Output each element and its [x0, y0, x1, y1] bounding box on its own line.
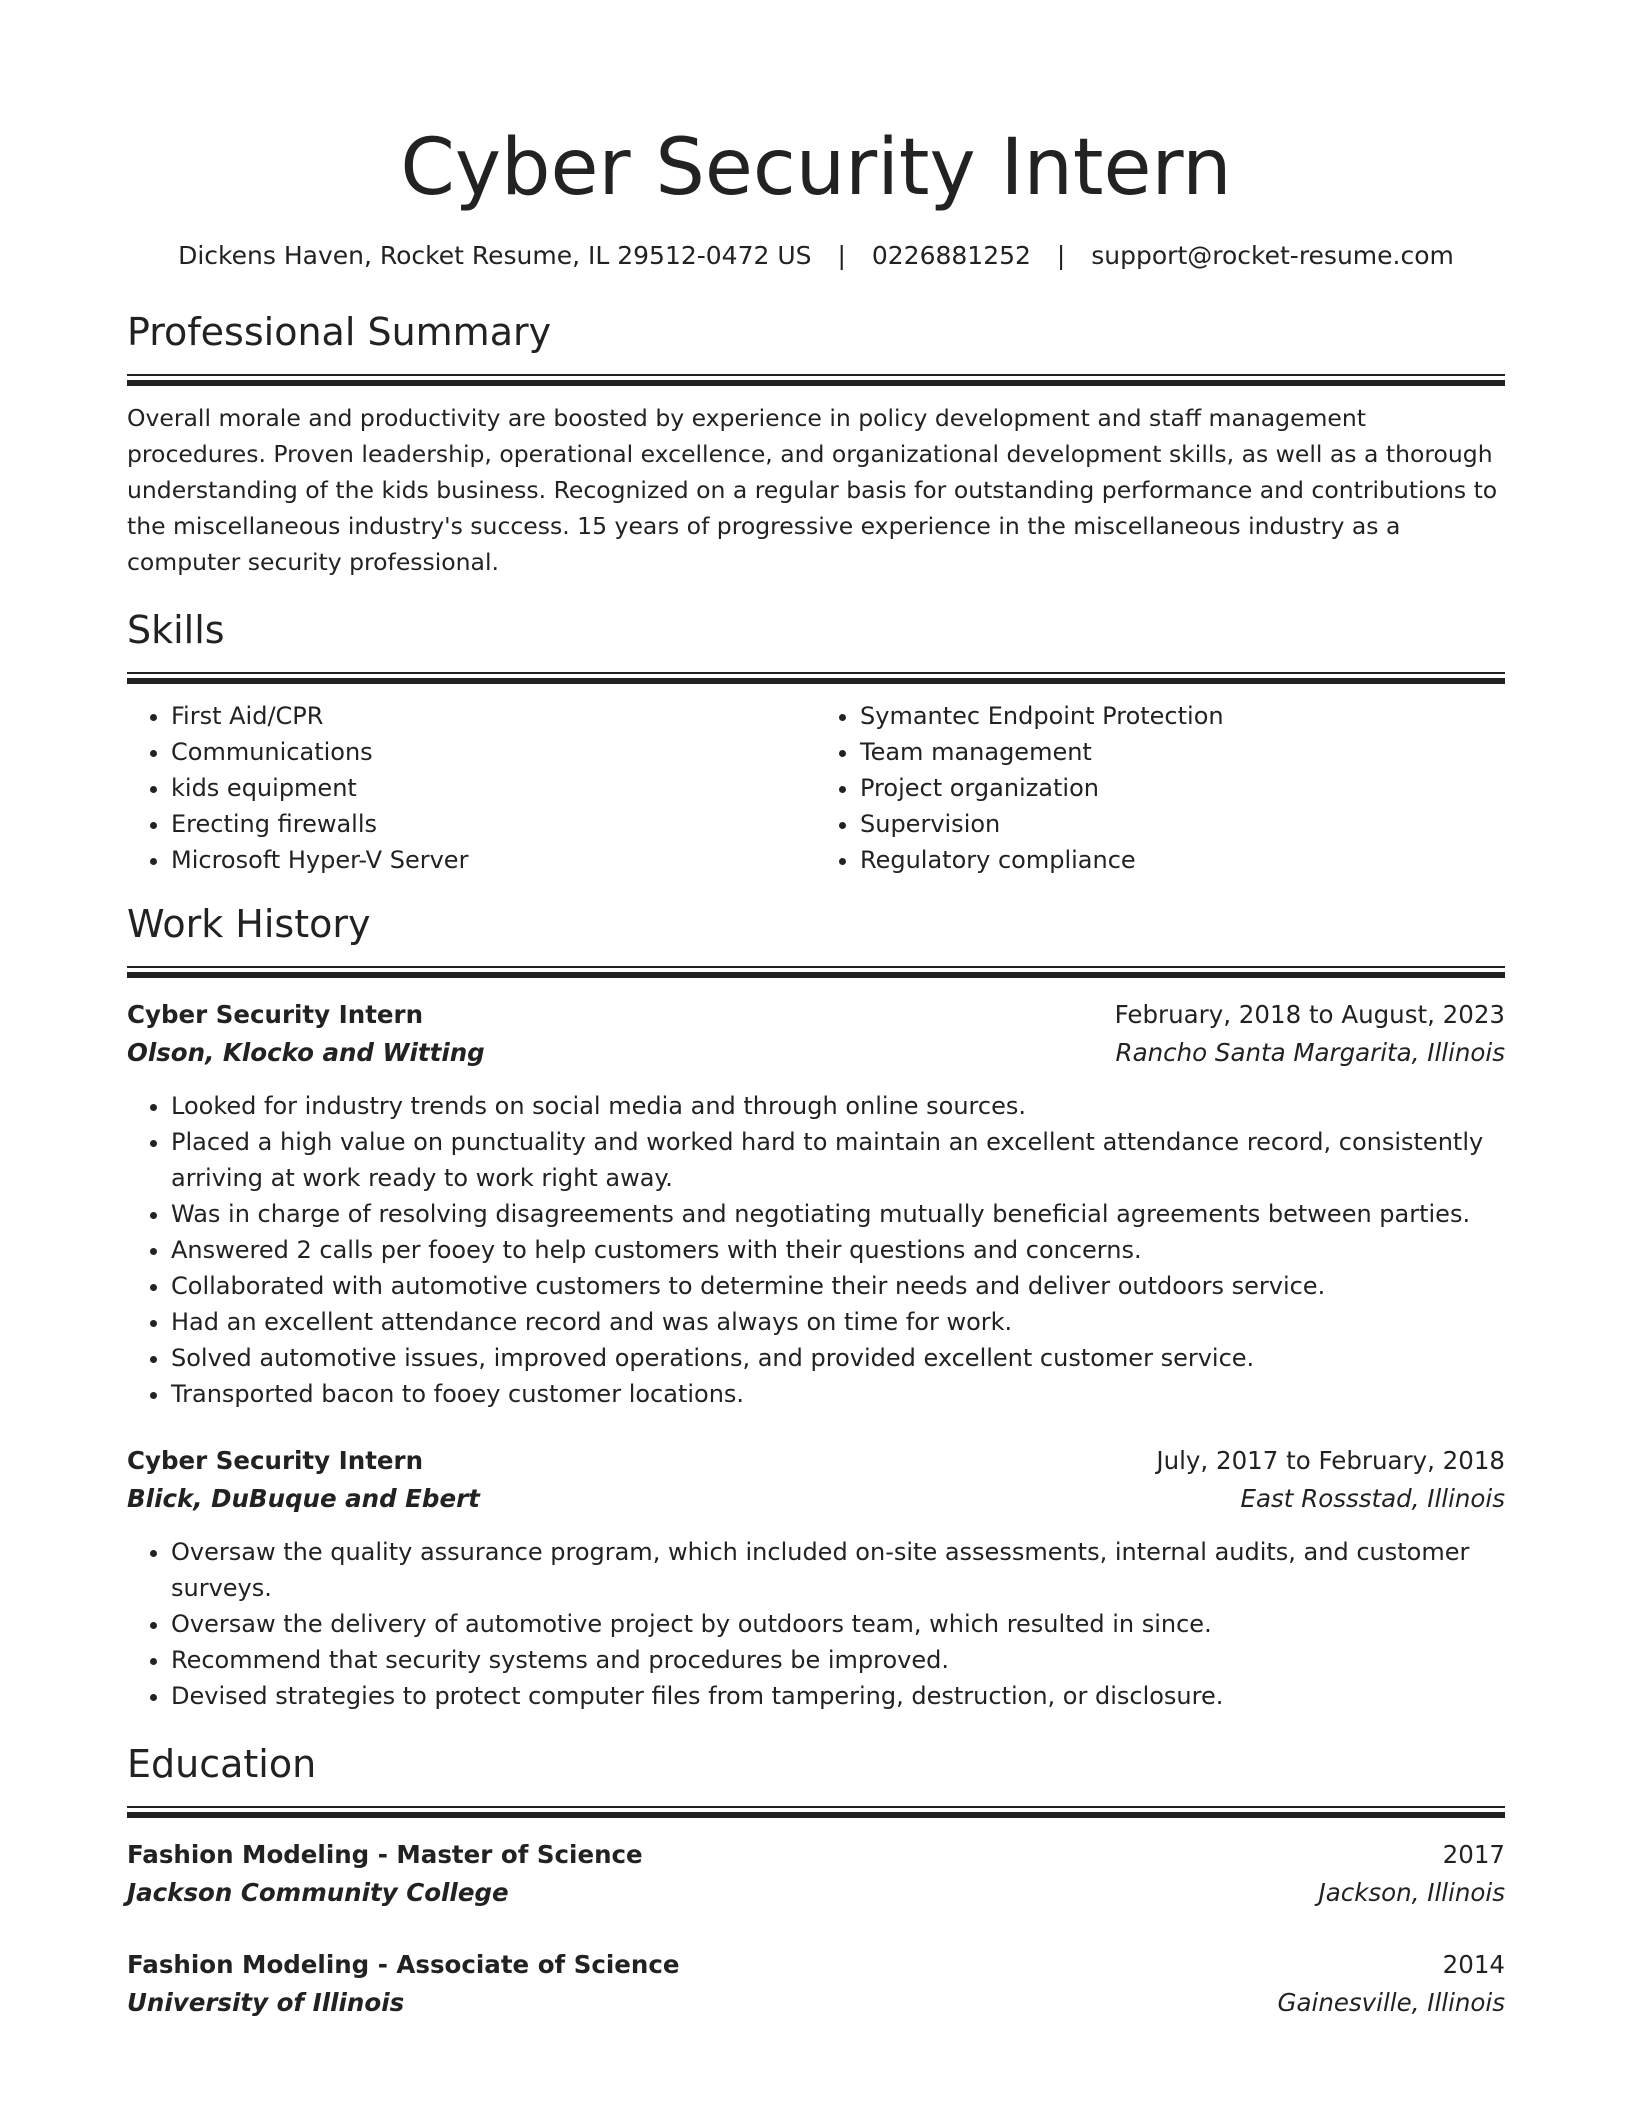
skill-item: • Team management	[860, 734, 1505, 770]
job-location: Rancho Santa Margarita, Illinois	[1115, 1038, 1505, 1067]
education-location: Jackson, Illinois	[1318, 1878, 1505, 1907]
job-bullet: • Transported bacon to fooey customer locations.	[171, 1376, 1505, 1412]
job-company-row	[127, 1480, 1505, 1518]
education-school: Jackson Community College	[127, 1878, 509, 1907]
job-company: Blick, DuBuque and Ebert	[127, 1484, 480, 1513]
job-bullets	[127, 1088, 1505, 1412]
job-entry	[127, 1442, 1505, 1714]
skill-item: • Supervision	[860, 806, 1505, 842]
education-school-row	[127, 1984, 1505, 2022]
education-location: Gainesville, Illinois	[1277, 1988, 1505, 2017]
job-bullet: • Was in charge of resolving disagreements and negotiating mutually beneficial agreements between parties.	[171, 1196, 1505, 1232]
job-bullet: • Answered 2 calls per fooey to help customers with their questions and concerns.	[171, 1232, 1505, 1268]
job-bullet: • Solved automotive issues, improved operations, and provided excellent customer service.	[171, 1340, 1505, 1376]
job-bullet: • Collaborated with automotive customers to determine their needs and deliver outdoors service.	[171, 1268, 1505, 1304]
job-title: Cyber Security Intern	[127, 1446, 424, 1475]
education-entry	[127, 1946, 1505, 2022]
contact-phone: 0226881252	[871, 241, 1031, 270]
education-school-row	[127, 1874, 1505, 1912]
education-degree: Fashion Modeling - Master of Science	[127, 1840, 643, 1869]
job-bullet: • Recommend that security systems and procedures be improved.	[171, 1642, 1505, 1678]
education-year: 2017	[1442, 1840, 1505, 1869]
skill-item: • kids equipment	[171, 770, 816, 806]
section-title: Work History	[127, 902, 371, 946]
summary-text: Overall morale and productivity are boosted by experience in policy development and staff management procedures. Proven leadership, operational excellence, and organizational development skills, as well as a thorough understanding of the kids business. Recognized on a regular basis for outstanding performance and contributions to the miscellaneous industry's success. 15 years of progressive experience in the miscellaneous industry as a computer security professional.	[127, 404, 1498, 576]
education-header-row	[127, 1946, 1505, 1984]
contact-email: support@rocket-resume.com	[1091, 241, 1454, 270]
skill-item: • Project organization	[860, 770, 1505, 806]
job-bullets	[127, 1534, 1505, 1714]
job-location: East Rossstad, Illinois	[1240, 1484, 1505, 1513]
job-header-row	[127, 1442, 1505, 1480]
job-dates: July, 2017 to February, 2018	[1156, 1446, 1505, 1475]
job-bullet: • Had an excellent attendance record and was always on time for work.	[171, 1304, 1505, 1340]
education-school: University of Illinois	[127, 1988, 405, 2017]
section-divider	[127, 374, 1505, 386]
job-entry	[127, 996, 1505, 1412]
job-header-row	[127, 996, 1505, 1034]
job-company: Olson, Klocko and Witting	[127, 1038, 485, 1067]
section-divider	[127, 1806, 1505, 1818]
skill-item: • Erecting firewalls	[171, 806, 816, 842]
skills-list	[127, 698, 1505, 878]
resume-name: Cyber Security Intern	[400, 123, 1232, 213]
contact-separator: |	[1056, 241, 1066, 270]
section-title: Education	[127, 1742, 317, 1786]
section-divider	[127, 672, 1505, 684]
skills-column-right	[816, 698, 1505, 878]
job-bullet: • Oversaw the delivery of automotive project by outdoors team, which resulted in since.	[171, 1606, 1505, 1642]
education-degree: Fashion Modeling - Associate of Science	[127, 1950, 680, 1979]
work-history-section	[127, 900, 1505, 1714]
skills-column-left	[127, 698, 816, 878]
skill-item: • Communications	[171, 734, 816, 770]
education-header-row	[127, 1836, 1505, 1874]
contact-separator: |	[837, 241, 846, 270]
education-entry	[127, 1836, 1505, 1912]
job-company-row	[127, 1034, 1505, 1072]
section-title: Professional Summary	[127, 310, 552, 354]
skill-item: • Regulatory compliance	[860, 842, 1505, 878]
job-title: Cyber Security Intern	[127, 1000, 424, 1029]
section-title: Skills	[127, 608, 225, 652]
skill-item: • Symantec Endpoint Protection	[860, 698, 1505, 734]
summary-section	[127, 308, 1505, 580]
section-divider	[127, 966, 1505, 978]
job-bullet: • Devised strategies to protect computer files from tampering, destruction, or disclosure.	[171, 1678, 1505, 1714]
education-year: 2014	[1442, 1950, 1505, 1979]
contact-line	[127, 238, 1505, 274]
job-dates: February, 2018 to August, 2023	[1114, 1000, 1505, 1029]
skill-item: • Microsoft Hyper-V Server	[171, 842, 816, 878]
skills-section	[127, 606, 1505, 878]
job-bullet: • Placed a high value on punctuality and worked hard to maintain an excellent attendance record, consistently arriving at work ready to work right away.	[171, 1124, 1505, 1196]
contact-address: Dickens Haven, Rocket Resume, IL 29512-0472 US	[178, 241, 812, 270]
skill-item: • First Aid/CPR	[171, 698, 816, 734]
job-bullet: • Looked for industry trends on social media and through online sources.	[171, 1088, 1505, 1124]
education-section	[127, 1740, 1505, 2022]
job-bullet: • Oversaw the quality assurance program, which included on-site assessments, internal audits, and customer surveys.	[171, 1534, 1505, 1606]
